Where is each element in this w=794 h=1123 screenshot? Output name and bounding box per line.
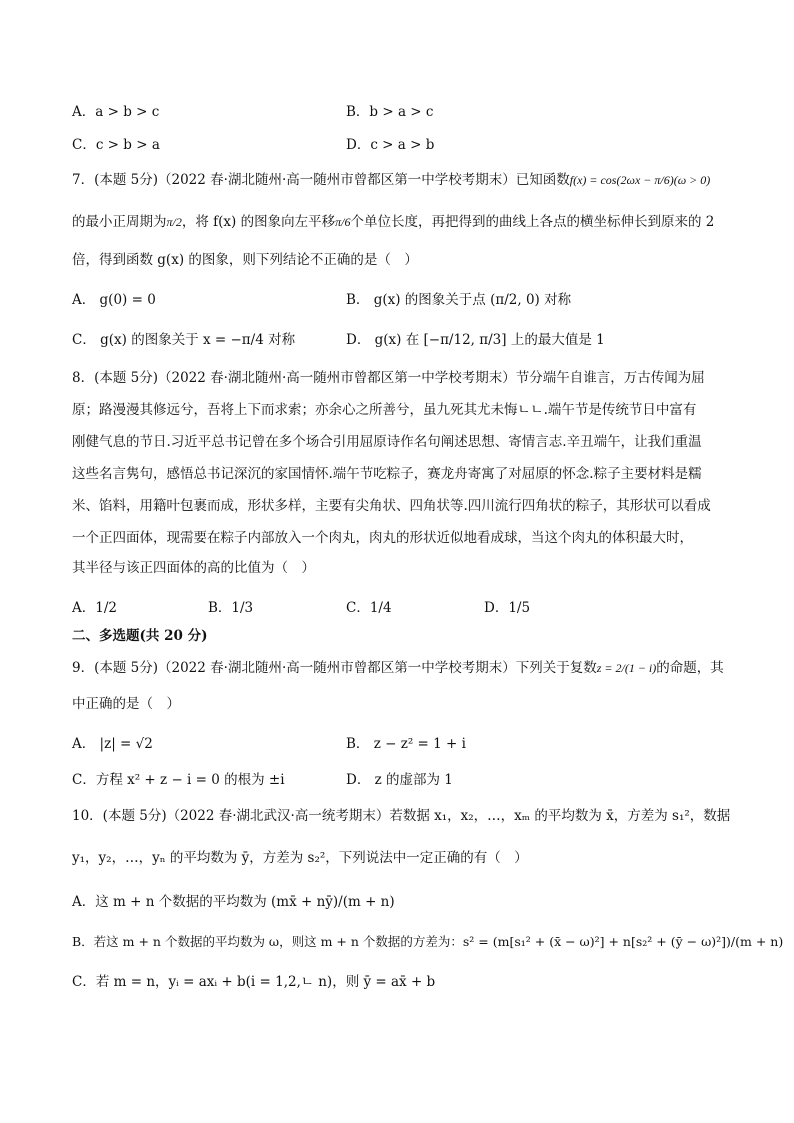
q8-stem-line2: 原；路漫漫其修远兮，吾将上下而求索；亦余心之所善兮，虽九死其尤未悔ㄴㄴ.端午节是传统节日中富有 (72, 402, 697, 418)
q10-option-b: B．若这 m + n 个数据的平均数为 ω，则这 m + n 个数据的方差为：s² = (m[s₁² + (x̄ − ω)²] + n[s₂² + (ȳ − ω)²])/(m + n) (72, 934, 784, 949)
section-heading-multiple-choice: 二、多选题(共 20 分) (72, 628, 208, 644)
q8-option-c: C．1/4 (346, 600, 392, 616)
q8-stem-line7: 其半径与该正四面体的高的比值为（ ） (72, 560, 315, 576)
q7-stem-line1: 7．(本题 5分)（2022 春·湖北随州·高一随州市曾都区第一中学校考期末）已知函数f(x) = cos(2ωx − π/6)(ω > 0) (72, 172, 711, 188)
q7-option-a: A． g(0) = 0 (72, 292, 156, 308)
q9-stem-line1: 9．(本题 5分)（2022 春·湖北随州·高一随州市曾都区第一中学校考期末）下列关于复数z = 2/(1 − i)的命题，其 (72, 660, 724, 676)
q9-option-d: D． z 的虚部为 1 (346, 772, 453, 788)
q8-option-b: B．1/3 (208, 600, 254, 616)
q7-stem-line3: 倍，得到函数 g(x) 的图象，则下列结论不正确的是（ ） (72, 252, 418, 268)
q8-option-d: D．1/5 (484, 600, 531, 616)
q8-stem-line5: 米、馅料，用籍叶包裹而成，形状多样，主要有尖角状、四角状等.四川流行四角状的粽子，其形状可以看成 (72, 498, 711, 514)
q7-shift: π/6 (335, 215, 351, 229)
q10-option-a: A．这 m + n 个数据的平均数为 (mx̄ + nȳ)/(m + n) (72, 894, 395, 910)
q8-stem-line1: 8．(本题 5分)（2022 春·湖北随州·高一随州市曾都区第一中学校考期末）节分端午自谁言，万古传闻为屈 (72, 370, 705, 386)
q8-stem-line4: 这些名言隽句，感悟总书记深沉的家国情怀.端午节吃粽子，赛龙舟寄寓了对屈原的怀念.粽子主要材料是糯 (72, 466, 702, 482)
q7-option-b: B． g(x) 的图象关于点 (π/2, 0) 对称 (346, 292, 572, 308)
q9-stem-line2: 中正确的是（ ） (72, 696, 180, 712)
q8-stem-line6: 一个正四面体，现需要在粽子内部放入一个肉丸，肉丸的形状近似地看成球，当这个肉丸的体积最大时， (72, 530, 693, 546)
q6-option-b: B．b > a > c (346, 104, 434, 120)
q10-option-c: C．若 m = n，yᵢ = axᵢ + b(i = 1,2,ㄴ n)，则 ȳ = ax̄ + b (72, 974, 436, 990)
q8-option-a: A．1/2 (72, 600, 117, 616)
q7-option-d: D． g(x) 在 [−π/12, π/3] 上的最大值是 1 (346, 332, 605, 348)
q8-stem-line3: 刚健气息的节日.习近平总书记曾在多个场合引用屈原诗作名句阐述思想、寄情言志.辛丑端午，让我们重温 (72, 434, 702, 450)
q10-stem-line1: 10．(本题 5分)（2022 春·湖北武汉·高一统考期末）若数据 x₁，x₂，…，xₘ 的平均数为 x̄，方差为 s₁²，数据 (72, 808, 731, 824)
q7-function: f(x) = cos(2ωx − π/6)(ω > 0) (569, 173, 711, 187)
q7-option-c: C． g(x) 的图象关于 x = −π/4 对称 (72, 332, 296, 348)
q9-complex-z: z = 2/(1 − i) (596, 661, 657, 675)
q6-option-a: A．a > b > c (72, 104, 160, 120)
q9-option-b: B． z − z² = 1 + i (346, 736, 466, 752)
q9-option-a: A． |z| = √2 (72, 736, 153, 752)
q7-stem-line2: 的最小正周期为π/2，将 f(x) 的图象向左平移π/6个单位长度，再把得到的曲线上各点的横坐标伸长到原来的 2 (72, 214, 715, 230)
q10-stem-line2: y₁，y₂，…，yₙ 的平均数为 ȳ，方差为 s₂²，下列说法中一定正确的有（ ） (72, 850, 528, 866)
q6-option-d: D．c > a > b (346, 137, 435, 153)
q6-option-c: C．c > b > a (72, 137, 160, 153)
q7-period: π/2 (166, 215, 182, 229)
q9-option-c: C．方程 x² + z − i = 0 的根为 ±i (72, 772, 285, 788)
